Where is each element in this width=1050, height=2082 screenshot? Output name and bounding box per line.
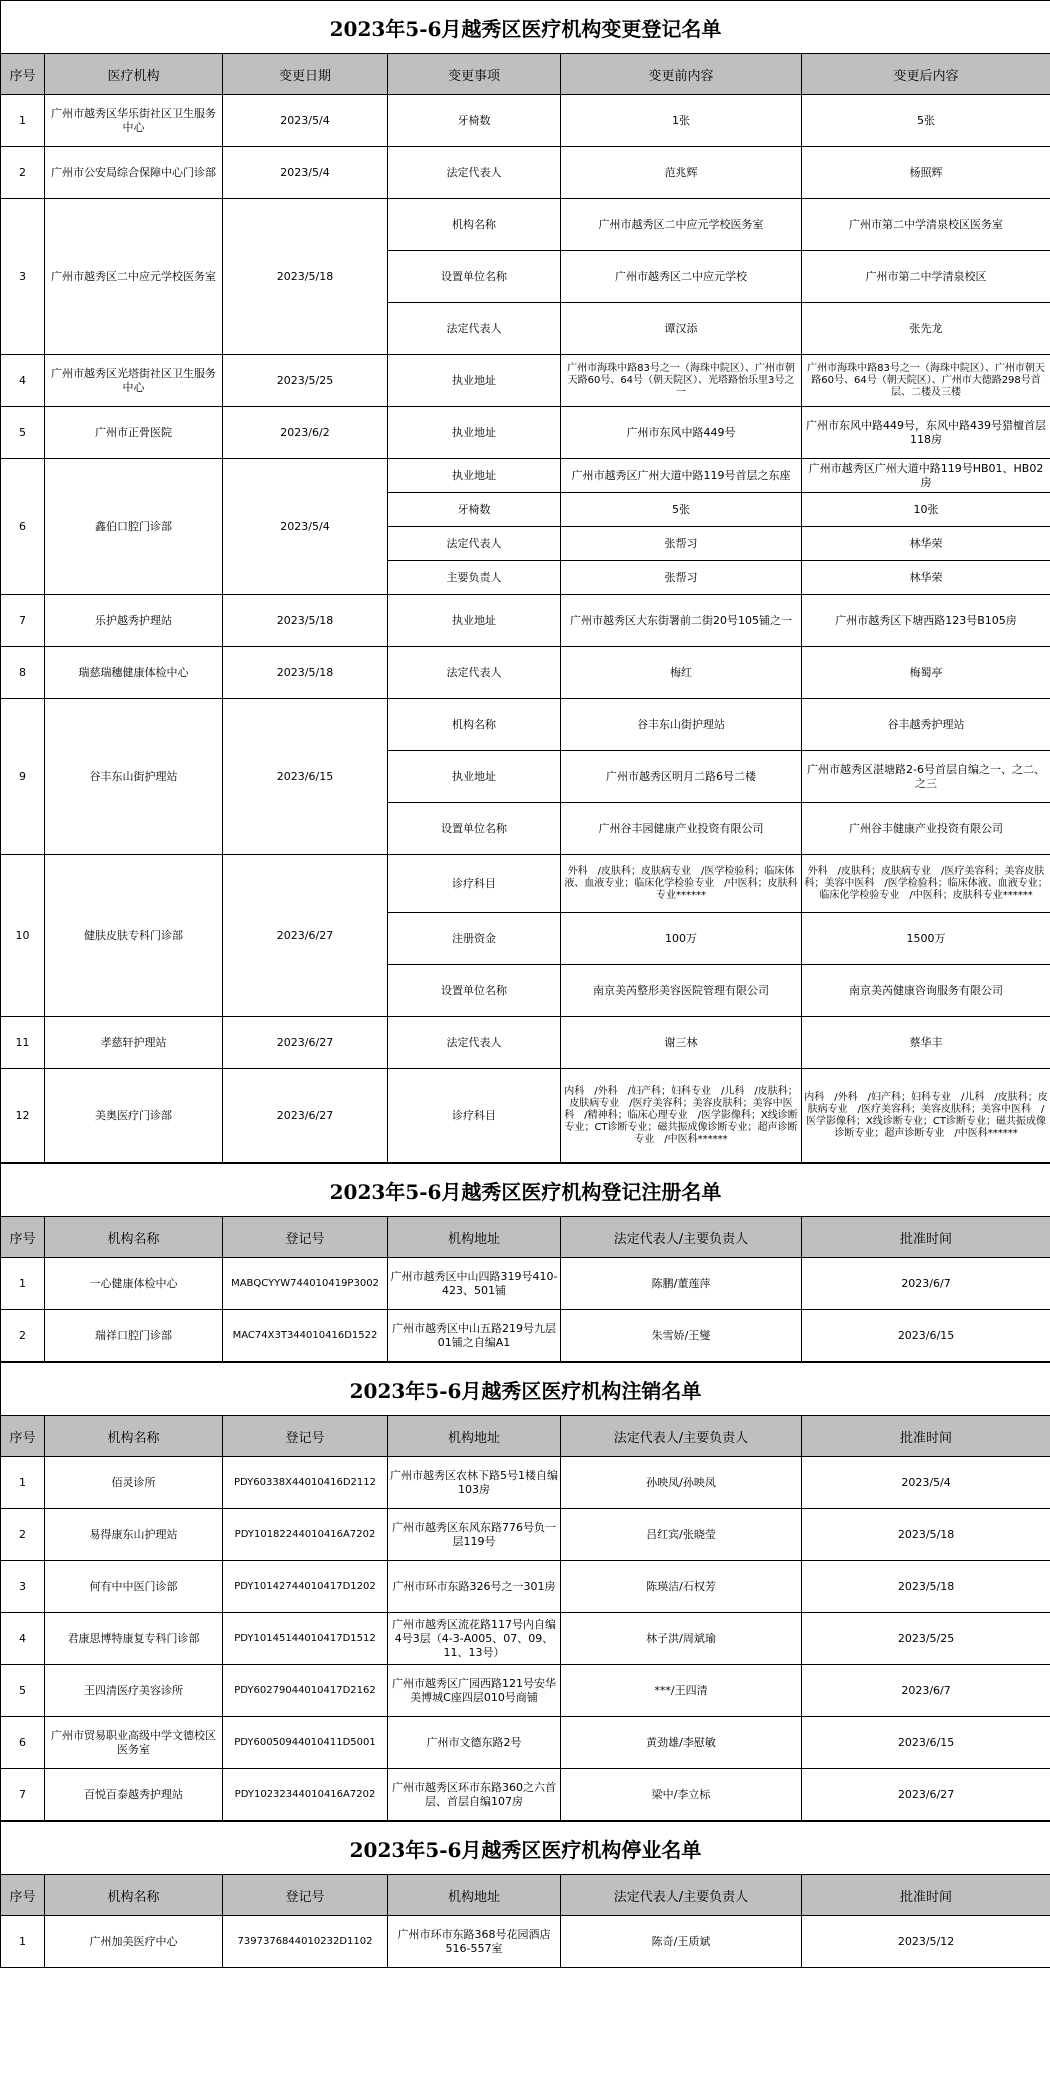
content-before: 广州谷丰园健康产业投资有限公司 — [561, 803, 802, 855]
institution-name: 一心健康体检中心 — [45, 1258, 223, 1310]
content-before: 广州市越秀区大东街署前二街20号105铺之一 — [561, 595, 802, 647]
suspensions-title: 2023年5-6月越秀区医疗机构停业名单 — [1, 1822, 1050, 1875]
content-before: 广州市东风中路449号 — [561, 407, 802, 459]
change-item: 执业地址 — [388, 751, 561, 803]
content-after: 张先龙 — [802, 303, 1050, 355]
registration-number: PDY60050944010411D5001 — [223, 1717, 388, 1769]
institution-name: 健肤皮肤专科门诊部 — [45, 855, 223, 1017]
approval-date: 2023/5/18 — [802, 1561, 1050, 1613]
cancellations-row — [1, 1665, 1050, 1717]
content-before: 谢三林 — [561, 1017, 802, 1069]
row-number: 5 — [1, 1665, 45, 1717]
legal-representative: 林子洪/周斌瑜 — [561, 1613, 802, 1665]
row-number: 4 — [1, 1613, 45, 1665]
content-after: 林华荣 — [802, 527, 1050, 561]
row-number: 7 — [1, 1769, 45, 1821]
institution-name: 易得康东山护理站 — [45, 1509, 223, 1561]
institution-name: 广州市越秀区二中应元学校医务室 — [45, 199, 223, 355]
suspensions-header-1: 机构名称 — [45, 1875, 223, 1916]
institution-address: 广州市文德东路2号 — [388, 1717, 561, 1769]
row-number: 1 — [1, 1457, 45, 1509]
row-number: 2 — [1, 1310, 45, 1362]
registration-number: PDY10182244010416A7202 — [223, 1509, 388, 1561]
suspensions-table — [0, 1821, 1050, 1968]
approval-date: 2023/5/25 — [802, 1613, 1050, 1665]
changes-row — [1, 855, 1050, 913]
change-item: 主要负责人 — [388, 561, 561, 595]
content-before: 5张 — [561, 493, 802, 527]
change-item: 执业地址 — [388, 459, 561, 493]
row-number: 3 — [1, 1561, 45, 1613]
content-before: 广州市海珠中路83号之一（海珠中院区）、广州市朝天路60号、64号（朝天院区）、光塔路怡乐里3号之一 — [561, 355, 802, 407]
row-number: 11 — [1, 1017, 45, 1069]
cancellations-title: 2023年5-6月越秀区医疗机构注销名单 — [1, 1363, 1050, 1416]
institution-address: 广州市越秀区环市东路360之六首层、首层自编107房 — [388, 1769, 561, 1821]
row-number: 9 — [1, 699, 45, 855]
row-number: 2 — [1, 147, 45, 199]
change-item: 设置单位名称 — [388, 251, 561, 303]
registration-number: MABQCYYW744010419P3002 — [223, 1258, 388, 1310]
institution-name: 广州市越秀区华乐街社区卫生服务中心 — [45, 95, 223, 147]
registration-number: PDY10142744010417D1202 — [223, 1561, 388, 1613]
registrations-row — [1, 1310, 1050, 1362]
institution-address: 广州市越秀区农林下路5号1楼自编103房 — [388, 1457, 561, 1509]
institution-name: 美奥医疗门诊部 — [45, 1069, 223, 1163]
cancellations-header-3: 机构地址 — [388, 1416, 561, 1457]
row-number: 12 — [1, 1069, 45, 1163]
content-after: 广州谷丰健康产业投资有限公司 — [802, 803, 1050, 855]
change-date: 2023/5/18 — [223, 647, 388, 699]
registrations-header-0: 序号 — [1, 1217, 45, 1258]
suspensions-header-0: 序号 — [1, 1875, 45, 1916]
institution-name: 瑞慈瑞穗健康体检中心 — [45, 647, 223, 699]
content-after: 1500万 — [802, 913, 1050, 965]
cancellations-header-0: 序号 — [1, 1416, 45, 1457]
changes-row — [1, 1017, 1050, 1069]
content-before: 南京美芮整形美容医院管理有限公司 — [561, 965, 802, 1017]
changes-row — [1, 459, 1050, 493]
suspensions-row — [1, 1916, 1050, 1968]
suspensions-header-2: 登记号 — [223, 1875, 388, 1916]
registrations-header-1: 机构名称 — [45, 1217, 223, 1258]
registrations-title: 2023年5-6月越秀区医疗机构登记注册名单 — [1, 1164, 1050, 1217]
changes-header-2: 变更日期 — [223, 54, 388, 95]
registrations-row — [1, 1258, 1050, 1310]
change-date: 2023/5/18 — [223, 595, 388, 647]
changes-header-0: 序号 — [1, 54, 45, 95]
content-after: 广州市第二中学清泉校区 — [802, 251, 1050, 303]
change-item: 法定代表人 — [388, 1017, 561, 1069]
content-before: 1张 — [561, 95, 802, 147]
registration-number: PDY10232344010416A7202 — [223, 1769, 388, 1821]
row-number: 10 — [1, 855, 45, 1017]
institution-name: 何有中中医门诊部 — [45, 1561, 223, 1613]
row-number: 8 — [1, 647, 45, 699]
change-item: 设置单位名称 — [388, 965, 561, 1017]
row-number: 6 — [1, 1717, 45, 1769]
change-date: 2023/5/4 — [223, 459, 388, 595]
cancellations-row — [1, 1509, 1050, 1561]
content-before: 范兆辉 — [561, 147, 802, 199]
legal-representative: 朱雪娇/王燮 — [561, 1310, 802, 1362]
legal-representative: 孙映凤/孙映凤 — [561, 1457, 802, 1509]
registrations-table — [0, 1163, 1050, 1362]
row-number: 1 — [1, 95, 45, 147]
change-item: 诊疗科目 — [388, 855, 561, 913]
content-before: 梅红 — [561, 647, 802, 699]
legal-representative: 黄劲雄/李慰敏 — [561, 1717, 802, 1769]
change-item: 牙椅数 — [388, 493, 561, 527]
content-after: 南京美芮健康咨询服务有限公司 — [802, 965, 1050, 1017]
cancellations-header-4: 法定代表人/主要负责人 — [561, 1416, 802, 1457]
row-number: 4 — [1, 355, 45, 407]
suspensions-header-row — [1, 1875, 1050, 1916]
content-after: 10张 — [802, 493, 1050, 527]
legal-representative: 梁中/李立标 — [561, 1769, 802, 1821]
institution-address: 广州市越秀区广园西路121号安华美博城C座四层010号商铺 — [388, 1665, 561, 1717]
row-number: 7 — [1, 595, 45, 647]
changes-row — [1, 95, 1050, 147]
institution-name: 百悦百泰越秀护理站 — [45, 1769, 223, 1821]
institution-name: 佰灵诊所 — [45, 1457, 223, 1509]
changes-row — [1, 699, 1050, 751]
content-before: 广州市越秀区明月二路6号二楼 — [561, 751, 802, 803]
cancellations-row — [1, 1457, 1050, 1509]
row-number: 1 — [1, 1258, 45, 1310]
content-after: 内科 /外科 /妇产科；妇科专业 /儿科 /皮肤科；皮肤病专业 /医疗美容科；美容皮肤科；美容中医科 /医学影像科；X线诊断专业；CT诊断专业；磁共振成像诊断专业；超声诊断专业 /中医科****** — [802, 1069, 1050, 1163]
cancellations-row — [1, 1613, 1050, 1665]
institution-name: 广州市公安局综合保障中心门诊部 — [45, 147, 223, 199]
cancellations-row — [1, 1769, 1050, 1821]
cancellations-header-row — [1, 1416, 1050, 1457]
content-before: 张帮习 — [561, 561, 802, 595]
approval-date: 2023/5/18 — [802, 1509, 1050, 1561]
content-after: 杨照辉 — [802, 147, 1050, 199]
cancellations-header-2: 登记号 — [223, 1416, 388, 1457]
content-after: 广州市第二中学清泉校区医务室 — [802, 199, 1050, 251]
row-number: 3 — [1, 199, 45, 355]
change-item: 诊疗科目 — [388, 1069, 561, 1163]
change-date: 2023/5/4 — [223, 147, 388, 199]
change-date: 2023/6/27 — [223, 1017, 388, 1069]
content-before: 广州市越秀区二中应元学校 — [561, 251, 802, 303]
content-before: 张帮习 — [561, 527, 802, 561]
registration-number: PDY10145144010417D1512 — [223, 1613, 388, 1665]
legal-representative: 吕红宾/张晓莹 — [561, 1509, 802, 1561]
content-after: 广州市海珠中路83号之一（海珠中院区）、广州市朝天路60号、64号（朝天院区）、广州市大德路298号首层、二楼及三楼 — [802, 355, 1050, 407]
content-before: 广州市越秀区广州大道中路119号首层之东座 — [561, 459, 802, 493]
row-number: 6 — [1, 459, 45, 595]
row-number: 1 — [1, 1916, 45, 1968]
institution-address: 广州市越秀区中山四路319号410-423、501铺 — [388, 1258, 561, 1310]
content-after: 梅蜀亭 — [802, 647, 1050, 699]
cancellations-row — [1, 1561, 1050, 1613]
change-item: 机构名称 — [388, 699, 561, 751]
institution-name: 广州市贸易职业高级中学文德校区医务室 — [45, 1717, 223, 1769]
changes-row — [1, 595, 1050, 647]
registration-number: PDY60338X44010416D2112 — [223, 1457, 388, 1509]
content-before: 100万 — [561, 913, 802, 965]
registrations-header-4: 法定代表人/主要负责人 — [561, 1217, 802, 1258]
content-after: 谷丰越秀护理站 — [802, 699, 1050, 751]
row-number: 5 — [1, 407, 45, 459]
content-after: 5张 — [802, 95, 1050, 147]
changes-row — [1, 647, 1050, 699]
change-item: 牙椅数 — [388, 95, 561, 147]
registration-number: PDY60279044010417D2162 — [223, 1665, 388, 1717]
changes-header-3: 变更事项 — [388, 54, 561, 95]
changes-row — [1, 199, 1050, 251]
institution-address: 广州市越秀区流花路117号内自编4号3层（4-3-A005、07、09、11、13号） — [388, 1613, 561, 1665]
change-item: 法定代表人 — [388, 147, 561, 199]
approval-date: 2023/6/15 — [802, 1717, 1050, 1769]
registrations-header-2: 登记号 — [223, 1217, 388, 1258]
changes-row — [1, 1069, 1050, 1163]
institution-name: 乐护越秀护理站 — [45, 595, 223, 647]
content-before: 谭汉添 — [561, 303, 802, 355]
change-date: 2023/6/15 — [223, 699, 388, 855]
institution-name: 君康思博特康复专科门诊部 — [45, 1613, 223, 1665]
legal-representative: 陈瑛洁/石权芳 — [561, 1561, 802, 1613]
content-after: 蔡华丰 — [802, 1017, 1050, 1069]
change-item: 机构名称 — [388, 199, 561, 251]
suspensions-header-3: 机构地址 — [388, 1875, 561, 1916]
change-item: 执业地址 — [388, 407, 561, 459]
changes-header-4: 变更前内容 — [561, 54, 802, 95]
changes-row — [1, 407, 1050, 459]
approval-date: 2023/5/12 — [802, 1916, 1050, 1968]
change-date: 2023/6/27 — [223, 1069, 388, 1163]
change-item: 设置单位名称 — [388, 803, 561, 855]
institution-name: 广州市正骨医院 — [45, 407, 223, 459]
institution-address: 广州市越秀区中山五路219号九层01铺之自编A1 — [388, 1310, 561, 1362]
content-before: 内科 /外科 /妇产科；妇科专业 /儿科 /皮肤科；皮肤病专业 /医疗美容科；美容皮肤科；美容中医科 /精神科；临床心理专业 /医学影像科；X线诊断专业；CT诊断专业；磁共振成像诊断专业；超声诊断专业 /中医科****** — [561, 1069, 802, 1163]
institution-address: 广州市环市东路326号之一301房 — [388, 1561, 561, 1613]
institution-name: 谷丰东山街护理站 — [45, 699, 223, 855]
changes-header-5: 变更后内容 — [802, 54, 1050, 95]
change-date: 2023/5/25 — [223, 355, 388, 407]
legal-representative: ***/王四清 — [561, 1665, 802, 1717]
content-after: 广州市越秀区广州大道中路119号HB01、HB02房 — [802, 459, 1050, 493]
registration-number: MAC74X3T344010416D1522 — [223, 1310, 388, 1362]
institution-name: 广州加美医疗中心 — [45, 1916, 223, 1968]
institution-name: 孝慈轩护理站 — [45, 1017, 223, 1069]
cancellations-header-5: 批准时间 — [802, 1416, 1050, 1457]
content-after: 广州市东风中路449号，东风中路439号猎檀首层118房 — [802, 407, 1050, 459]
content-after: 林华荣 — [802, 561, 1050, 595]
row-number: 2 — [1, 1509, 45, 1561]
change-date: 2023/5/4 — [223, 95, 388, 147]
changes-row — [1, 355, 1050, 407]
content-before: 外科 /皮肤科；皮肤病专业 /医学检验科；临床体液、血液专业；临床化学检验专业 /中医科；皮肤科专业****** — [561, 855, 802, 913]
legal-representative: 陈奇/王质斌 — [561, 1916, 802, 1968]
registrations-header-row — [1, 1217, 1050, 1258]
change-item: 法定代表人 — [388, 303, 561, 355]
changes-header-row — [1, 54, 1050, 95]
change-item: 执业地址 — [388, 595, 561, 647]
institution-name: 广州市越秀区光塔街社区卫生服务中心 — [45, 355, 223, 407]
cancellations-header-1: 机构名称 — [45, 1416, 223, 1457]
cancellations-row — [1, 1717, 1050, 1769]
change-item: 法定代表人 — [388, 647, 561, 699]
registrations-header-5: 批准时间 — [802, 1217, 1050, 1258]
change-item: 注册资金 — [388, 913, 561, 965]
cancellations-table — [0, 1362, 1050, 1821]
suspensions-header-5: 批准时间 — [802, 1875, 1050, 1916]
suspensions-header-4: 法定代表人/主要负责人 — [561, 1875, 802, 1916]
changes-title: 2023年5-6月越秀区医疗机构变更登记名单 — [1, 1, 1050, 54]
change-date: 2023/6/2 — [223, 407, 388, 459]
content-after: 外科 /皮肤科；皮肤病专业 /医疗美容科；美容皮肤科；美容中医科 /医学检验科；临床体液、血液专业；临床化学检验专业 /中医科；皮肤科专业****** — [802, 855, 1050, 913]
content-after: 广州市越秀区下塘西路123号B105房 — [802, 595, 1050, 647]
change-item: 法定代表人 — [388, 527, 561, 561]
institution-name: 王四清医疗美容诊所 — [45, 1665, 223, 1717]
approval-date: 2023/6/15 — [802, 1310, 1050, 1362]
approval-date: 2023/6/7 — [802, 1665, 1050, 1717]
approval-date: 2023/5/4 — [802, 1457, 1050, 1509]
institution-name: 瑞祥口腔门诊部 — [45, 1310, 223, 1362]
approval-date: 2023/6/27 — [802, 1769, 1050, 1821]
content-after: 广州市越秀区湛塘路2-6号首层自编之一、之二、之三 — [802, 751, 1050, 803]
change-date: 2023/6/27 — [223, 855, 388, 1017]
change-date: 2023/5/18 — [223, 199, 388, 355]
registrations-header-3: 机构地址 — [388, 1217, 561, 1258]
approval-date: 2023/6/7 — [802, 1258, 1050, 1310]
institution-address: 广州市环市东路368号花园酒店516-557室 — [388, 1916, 561, 1968]
change-item: 执业地址 — [388, 355, 561, 407]
content-before: 谷丰东山街护理站 — [561, 699, 802, 751]
content-before: 广州市越秀区二中应元学校医务室 — [561, 199, 802, 251]
legal-representative: 陈鹏/董莲萍 — [561, 1258, 802, 1310]
changes-header-1: 医疗机构 — [45, 54, 223, 95]
institution-address: 广州市越秀区东风东路776号负一层119号 — [388, 1509, 561, 1561]
registration-number: 7397376844010232D1102 — [223, 1916, 388, 1968]
changes-row — [1, 147, 1050, 199]
institution-name: 鑫伯口腔门诊部 — [45, 459, 223, 595]
